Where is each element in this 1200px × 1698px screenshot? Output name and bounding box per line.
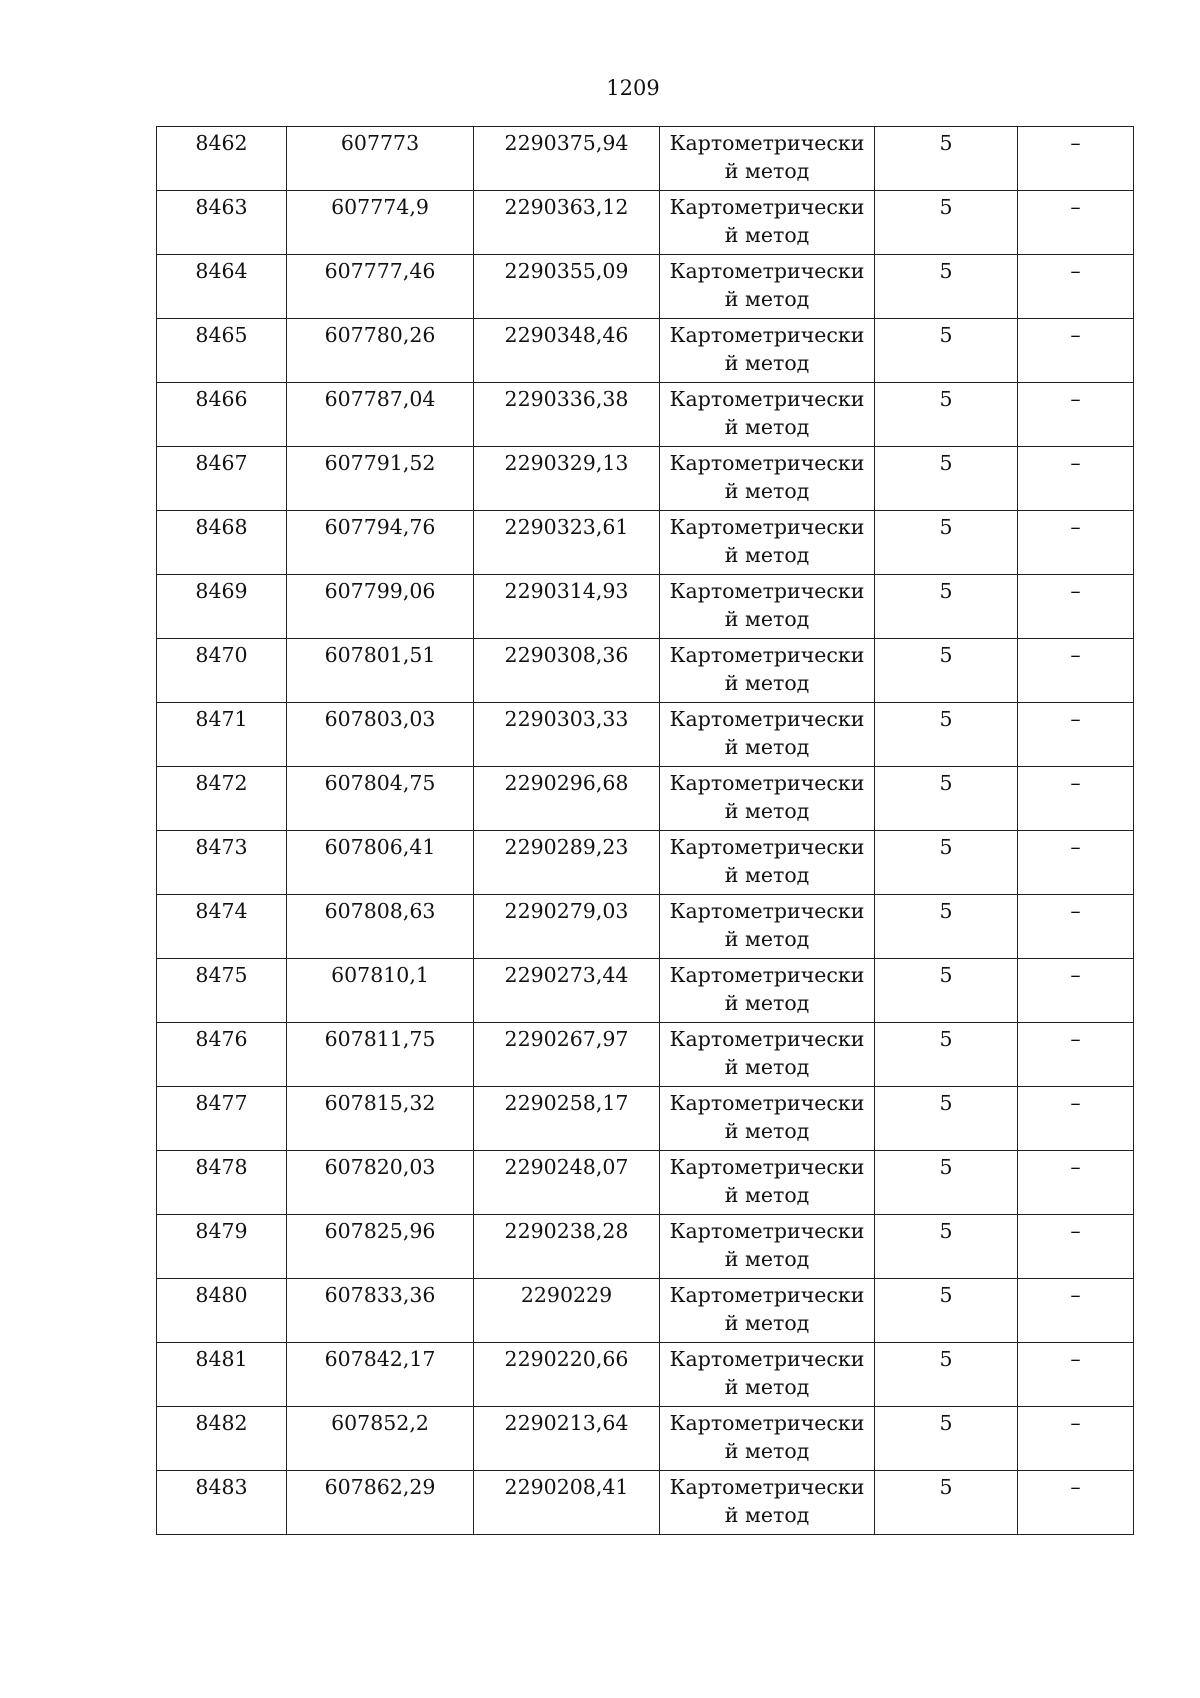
cell-point-number — [157, 767, 287, 831]
cell-x-coordinate — [287, 1343, 474, 1407]
table-row — [157, 319, 1134, 383]
cell-x-coordinate — [287, 1023, 474, 1087]
cell-accuracy-text: 5 — [939, 963, 953, 987]
cell-y-coordinate — [474, 959, 660, 1023]
cell-x-coordinate-text: 607820,03 — [324, 1155, 436, 1179]
cell-point-number-text: 8483 — [195, 1475, 248, 1499]
cell-note — [1018, 639, 1134, 703]
cell-x-coordinate — [287, 639, 474, 703]
cell-point-number-text: 8467 — [195, 451, 248, 475]
cell-note-text: – — [1070, 771, 1081, 795]
cell-point-number-text: 8469 — [195, 579, 248, 603]
cell-point-number-text: 8468 — [195, 515, 248, 539]
cell-note-text: – — [1070, 707, 1081, 731]
cell-method-text: Картометрически й метод — [669, 643, 865, 695]
cell-accuracy-text: 5 — [939, 1347, 953, 1371]
cell-x-coordinate-text: 607808,63 — [324, 899, 436, 923]
cell-method-text: Картометрически й метод — [669, 1091, 865, 1143]
cell-x-coordinate-text: 607791,52 — [324, 451, 436, 475]
cell-accuracy-text: 5 — [939, 323, 953, 347]
cell-x-coordinate-text: 607825,96 — [324, 1219, 436, 1243]
cell-accuracy — [875, 575, 1018, 639]
cell-accuracy-text: 5 — [939, 1475, 953, 1499]
cell-note — [1018, 1279, 1134, 1343]
cell-note — [1018, 191, 1134, 255]
cell-x-coordinate — [287, 1087, 474, 1151]
cell-note-text: – — [1070, 1155, 1081, 1179]
cell-accuracy-text: 5 — [939, 451, 953, 475]
cell-method — [660, 319, 875, 383]
cell-x-coordinate-text: 607804,75 — [324, 771, 436, 795]
cell-method — [660, 1023, 875, 1087]
cell-point-number-text: 8478 — [195, 1155, 248, 1179]
cell-note — [1018, 1087, 1134, 1151]
cell-accuracy — [875, 511, 1018, 575]
cell-accuracy — [875, 1343, 1018, 1407]
cell-x-coordinate-text: 607773 — [340, 131, 420, 155]
cell-x-coordinate — [287, 1215, 474, 1279]
cell-point-number-text: 8474 — [195, 899, 248, 923]
cell-point-number — [157, 127, 287, 191]
cell-note — [1018, 959, 1134, 1023]
cell-x-coordinate — [287, 447, 474, 511]
cell-note — [1018, 575, 1134, 639]
table-row — [157, 703, 1134, 767]
cell-x-coordinate-text: 607852,2 — [331, 1411, 429, 1435]
cell-y-coordinate-text: 2290229 — [520, 1283, 613, 1307]
cell-y-coordinate — [474, 831, 660, 895]
cell-point-number — [157, 1151, 287, 1215]
table-row — [157, 1471, 1134, 1535]
cell-x-coordinate — [287, 255, 474, 319]
cell-point-number-text: 8462 — [195, 131, 248, 155]
cell-x-coordinate — [287, 895, 474, 959]
table-row — [157, 255, 1134, 319]
cell-accuracy-text: 5 — [939, 195, 953, 219]
cell-note — [1018, 1407, 1134, 1471]
table-row — [157, 767, 1134, 831]
cell-y-coordinate-text: 2290348,46 — [504, 323, 629, 347]
cell-note-text: – — [1070, 451, 1081, 475]
cell-method-text: Картометрически й метод — [669, 1475, 865, 1527]
cell-note — [1018, 1215, 1134, 1279]
cell-x-coordinate — [287, 511, 474, 575]
cell-y-coordinate-text: 2290323,61 — [504, 515, 629, 539]
cell-method-text: Картометрически й метод — [669, 323, 865, 375]
table-row — [157, 383, 1134, 447]
cell-x-coordinate — [287, 1407, 474, 1471]
cell-accuracy-text: 5 — [939, 771, 953, 795]
cell-note-text: – — [1070, 195, 1081, 219]
table-row — [157, 895, 1134, 959]
cell-x-coordinate-text: 607774,9 — [331, 195, 429, 219]
table-row — [157, 511, 1134, 575]
cell-y-coordinate — [474, 447, 660, 511]
cell-point-number — [157, 575, 287, 639]
cell-method — [660, 895, 875, 959]
cell-note-text: – — [1070, 1283, 1081, 1307]
cell-x-coordinate-text: 607803,03 — [324, 707, 436, 731]
cell-note-text: – — [1070, 515, 1081, 539]
table-row — [157, 191, 1134, 255]
cell-method-text: Картометрически й метод — [669, 899, 865, 951]
table-row — [157, 959, 1134, 1023]
cell-note-text: – — [1070, 259, 1081, 283]
cell-note — [1018, 1023, 1134, 1087]
cell-y-coordinate — [474, 1471, 660, 1535]
cell-x-coordinate-text: 607815,32 — [324, 1091, 436, 1115]
cell-method-text: Картометрически й метод — [669, 579, 865, 631]
table-row — [157, 831, 1134, 895]
cell-method-text: Картометрически й метод — [669, 387, 865, 439]
cell-point-number — [157, 1343, 287, 1407]
cell-method-text: Картометрически й метод — [669, 1411, 865, 1463]
cell-method-text: Картометрически й метод — [669, 835, 865, 887]
cell-note-text: – — [1070, 899, 1081, 923]
cell-method-text: Картометрически й метод — [669, 515, 865, 567]
cell-point-number-text: 8482 — [195, 1411, 248, 1435]
cell-x-coordinate — [287, 703, 474, 767]
cell-x-coordinate — [287, 1471, 474, 1535]
cell-method-text: Картометрически й метод — [669, 707, 865, 759]
cell-y-coordinate-text: 2290296,68 — [504, 771, 629, 795]
cell-accuracy-text: 5 — [939, 1091, 953, 1115]
cell-method-text: Картометрически й метод — [669, 1347, 865, 1399]
cell-point-number-text: 8466 — [195, 387, 248, 411]
cell-y-coordinate — [474, 895, 660, 959]
table-row — [157, 1087, 1134, 1151]
cell-y-coordinate — [474, 191, 660, 255]
cell-accuracy-text: 5 — [939, 1219, 953, 1243]
cell-y-coordinate-text: 2290213,64 — [504, 1411, 629, 1435]
table-row — [157, 127, 1134, 191]
cell-x-coordinate-text: 607833,36 — [324, 1283, 436, 1307]
cell-point-number — [157, 447, 287, 511]
cell-note — [1018, 319, 1134, 383]
cell-x-coordinate — [287, 831, 474, 895]
cell-y-coordinate-text: 2290375,94 — [504, 131, 629, 155]
cell-y-coordinate-text: 2290208,41 — [504, 1475, 629, 1499]
cell-y-coordinate — [474, 703, 660, 767]
cell-method — [660, 191, 875, 255]
cell-x-coordinate-text: 607806,41 — [324, 835, 436, 859]
cell-method — [660, 383, 875, 447]
cell-accuracy — [875, 319, 1018, 383]
cell-x-coordinate-text: 607862,29 — [324, 1475, 436, 1499]
cell-accuracy-text: 5 — [939, 1027, 953, 1051]
cell-point-number — [157, 959, 287, 1023]
cell-accuracy — [875, 1215, 1018, 1279]
cell-method — [660, 1471, 875, 1535]
cell-method-text: Картометрически й метод — [669, 131, 865, 183]
cell-x-coordinate-text: 607811,75 — [324, 1027, 436, 1051]
cell-method — [660, 959, 875, 1023]
cell-y-coordinate — [474, 1279, 660, 1343]
cell-accuracy — [875, 831, 1018, 895]
cell-accuracy-text: 5 — [939, 515, 953, 539]
cell-point-number-text: 8481 — [195, 1347, 248, 1371]
cell-accuracy-text: 5 — [939, 1411, 953, 1435]
table-row — [157, 1407, 1134, 1471]
cell-x-coordinate — [287, 383, 474, 447]
cell-point-number-text: 8472 — [195, 771, 248, 795]
cell-note-text: – — [1070, 963, 1081, 987]
cell-y-coordinate — [474, 1087, 660, 1151]
cell-method-text: Картометрически й метод — [669, 1283, 865, 1335]
cell-y-coordinate-text: 2290355,09 — [504, 259, 629, 283]
cell-point-number-text: 8463 — [195, 195, 248, 219]
cell-x-coordinate-text: 607777,46 — [324, 259, 436, 283]
cell-accuracy — [875, 383, 1018, 447]
cell-y-coordinate-text: 2290289,23 — [504, 835, 629, 859]
cell-accuracy — [875, 1471, 1018, 1535]
cell-x-coordinate-text: 607801,51 — [324, 643, 436, 667]
cell-point-number — [157, 1023, 287, 1087]
cell-x-coordinate — [287, 1279, 474, 1343]
cell-point-number-text: 8480 — [195, 1283, 248, 1307]
cell-point-number-text: 8479 — [195, 1219, 248, 1243]
cell-method-text: Картометрически й метод — [669, 1219, 865, 1271]
cell-y-coordinate — [474, 1023, 660, 1087]
cell-accuracy-text: 5 — [939, 1155, 953, 1179]
cell-method — [660, 1279, 875, 1343]
cell-note-text: – — [1070, 1027, 1081, 1051]
cell-method-text: Картометрически й метод — [669, 1027, 865, 1079]
cell-method — [660, 447, 875, 511]
cell-accuracy — [875, 959, 1018, 1023]
cell-x-coordinate-text: 607799,06 — [324, 579, 436, 603]
cell-accuracy — [875, 895, 1018, 959]
cell-accuracy-text: 5 — [939, 259, 953, 283]
cell-x-coordinate — [287, 575, 474, 639]
table-row — [157, 447, 1134, 511]
cell-point-number-text: 8471 — [195, 707, 248, 731]
cell-point-number — [157, 1407, 287, 1471]
cell-y-coordinate — [474, 1407, 660, 1471]
cell-y-coordinate-text: 2290308,36 — [504, 643, 629, 667]
cell-method — [660, 1087, 875, 1151]
cell-note — [1018, 127, 1134, 191]
cell-note-text: – — [1070, 1219, 1081, 1243]
cell-point-number — [157, 1279, 287, 1343]
cell-accuracy-text: 5 — [939, 387, 953, 411]
cell-y-coordinate — [474, 127, 660, 191]
cell-accuracy — [875, 1407, 1018, 1471]
cell-x-coordinate-text: 607780,26 — [324, 323, 436, 347]
cell-method — [660, 831, 875, 895]
cell-note — [1018, 895, 1134, 959]
cell-note — [1018, 831, 1134, 895]
table-row — [157, 1279, 1134, 1343]
cell-accuracy — [875, 767, 1018, 831]
cell-accuracy-text: 5 — [939, 579, 953, 603]
cell-accuracy-text: 5 — [939, 131, 953, 155]
cell-point-number-text: 8475 — [195, 963, 248, 987]
cell-accuracy — [875, 447, 1018, 511]
cell-y-coordinate-text: 2290303,33 — [504, 707, 629, 731]
cell-x-coordinate — [287, 191, 474, 255]
cell-note — [1018, 383, 1134, 447]
cell-method-text: Картометрически й метод — [669, 963, 865, 1015]
cell-method — [660, 255, 875, 319]
cell-note — [1018, 1471, 1134, 1535]
cell-accuracy — [875, 255, 1018, 319]
cell-accuracy — [875, 639, 1018, 703]
cell-note-text: – — [1070, 1475, 1081, 1499]
cell-note — [1018, 767, 1134, 831]
cell-method — [660, 127, 875, 191]
coordinates-table — [156, 126, 1134, 1535]
cell-y-coordinate-text: 2290336,38 — [504, 387, 629, 411]
cell-accuracy — [875, 1279, 1018, 1343]
cell-note — [1018, 255, 1134, 319]
cell-point-number — [157, 1087, 287, 1151]
cell-y-coordinate — [474, 1151, 660, 1215]
cell-y-coordinate-text: 2290238,28 — [504, 1219, 629, 1243]
cell-accuracy-text: 5 — [939, 899, 953, 923]
cell-point-number — [157, 895, 287, 959]
cell-point-number — [157, 1471, 287, 1535]
cell-y-coordinate-text: 2290273,44 — [504, 963, 629, 987]
cell-y-coordinate — [474, 383, 660, 447]
cell-y-coordinate-text: 2290248,07 — [504, 1155, 629, 1179]
cell-x-coordinate — [287, 767, 474, 831]
cell-y-coordinate — [474, 255, 660, 319]
cell-y-coordinate — [474, 1215, 660, 1279]
cell-y-coordinate-text: 2290220,66 — [504, 1347, 629, 1371]
cell-y-coordinate — [474, 511, 660, 575]
cell-point-number-text: 8470 — [195, 643, 248, 667]
cell-point-number — [157, 1215, 287, 1279]
cell-point-number-text: 8477 — [195, 1091, 248, 1115]
cell-point-number — [157, 703, 287, 767]
cell-method — [660, 703, 875, 767]
cell-y-coordinate-text: 2290279,03 — [504, 899, 629, 923]
table-body — [157, 127, 1134, 1535]
cell-x-coordinate — [287, 127, 474, 191]
cell-note — [1018, 1151, 1134, 1215]
page-number: 1209 — [606, 76, 660, 100]
cell-y-coordinate-text: 2290267,97 — [504, 1027, 629, 1051]
cell-accuracy-text: 5 — [939, 707, 953, 731]
cell-method — [660, 575, 875, 639]
cell-accuracy-text: 5 — [939, 835, 953, 859]
cell-note-text: – — [1070, 131, 1081, 155]
cell-y-coordinate-text: 2290363,12 — [504, 195, 629, 219]
cell-method-text: Картометрически й метод — [669, 451, 865, 503]
cell-y-coordinate — [474, 319, 660, 383]
cell-method — [660, 511, 875, 575]
cell-y-coordinate — [474, 767, 660, 831]
cell-x-coordinate-text: 607787,04 — [324, 387, 436, 411]
table-row — [157, 1023, 1134, 1087]
cell-x-coordinate-text: 607810,1 — [331, 963, 429, 987]
cell-note-text: – — [1070, 579, 1081, 603]
cell-x-coordinate — [287, 959, 474, 1023]
cell-y-coordinate-text: 2290258,17 — [504, 1091, 629, 1115]
cell-method — [660, 639, 875, 703]
cell-y-coordinate — [474, 639, 660, 703]
table-row — [157, 1215, 1134, 1279]
cell-note-text: – — [1070, 643, 1081, 667]
cell-y-coordinate — [474, 1343, 660, 1407]
cell-method — [660, 767, 875, 831]
cell-method — [660, 1343, 875, 1407]
cell-note-text: – — [1070, 835, 1081, 859]
cell-y-coordinate-text: 2290329,13 — [504, 451, 629, 475]
cell-x-coordinate-text: 607842,17 — [324, 1347, 436, 1371]
cell-note — [1018, 1343, 1134, 1407]
cell-note-text: – — [1070, 1347, 1081, 1371]
cell-method — [660, 1215, 875, 1279]
table-row — [157, 1151, 1134, 1215]
table-row — [157, 639, 1134, 703]
cell-y-coordinate-text: 2290314,93 — [504, 579, 629, 603]
cell-x-coordinate — [287, 319, 474, 383]
cell-point-number — [157, 639, 287, 703]
cell-x-coordinate — [287, 1151, 474, 1215]
cell-point-number — [157, 191, 287, 255]
cell-note-text: – — [1070, 1091, 1081, 1115]
cell-point-number — [157, 255, 287, 319]
cell-point-number-text: 8473 — [195, 835, 248, 859]
cell-point-number-text: 8465 — [195, 323, 248, 347]
cell-accuracy — [875, 1151, 1018, 1215]
cell-point-number-text: 8476 — [195, 1027, 248, 1051]
cell-x-coordinate-text: 607794,76 — [324, 515, 436, 539]
cell-method-text: Картометрически й метод — [669, 195, 865, 247]
cell-accuracy — [875, 1023, 1018, 1087]
cell-method-text: Картометрически й метод — [669, 771, 865, 823]
cell-note-text: – — [1070, 387, 1081, 411]
cell-accuracy — [875, 127, 1018, 191]
cell-accuracy-text: 5 — [939, 1283, 953, 1307]
cell-method-text: Картометрически й метод — [669, 259, 865, 311]
cell-note-text: – — [1070, 1411, 1081, 1435]
cell-note — [1018, 703, 1134, 767]
cell-point-number-text: 8464 — [195, 259, 248, 283]
cell-note — [1018, 447, 1134, 511]
cell-point-number — [157, 511, 287, 575]
cell-point-number — [157, 831, 287, 895]
cell-method — [660, 1407, 875, 1471]
cell-point-number — [157, 383, 287, 447]
cell-accuracy-text: 5 — [939, 643, 953, 667]
cell-note-text: – — [1070, 323, 1081, 347]
cell-method-text: Картометрически й метод — [669, 1155, 865, 1207]
cell-accuracy — [875, 1087, 1018, 1151]
cell-note — [1018, 511, 1134, 575]
cell-accuracy — [875, 703, 1018, 767]
table-row — [157, 1343, 1134, 1407]
table-row — [157, 575, 1134, 639]
cell-y-coordinate — [474, 575, 660, 639]
cell-accuracy — [875, 191, 1018, 255]
cell-point-number — [157, 319, 287, 383]
cell-method — [660, 1151, 875, 1215]
